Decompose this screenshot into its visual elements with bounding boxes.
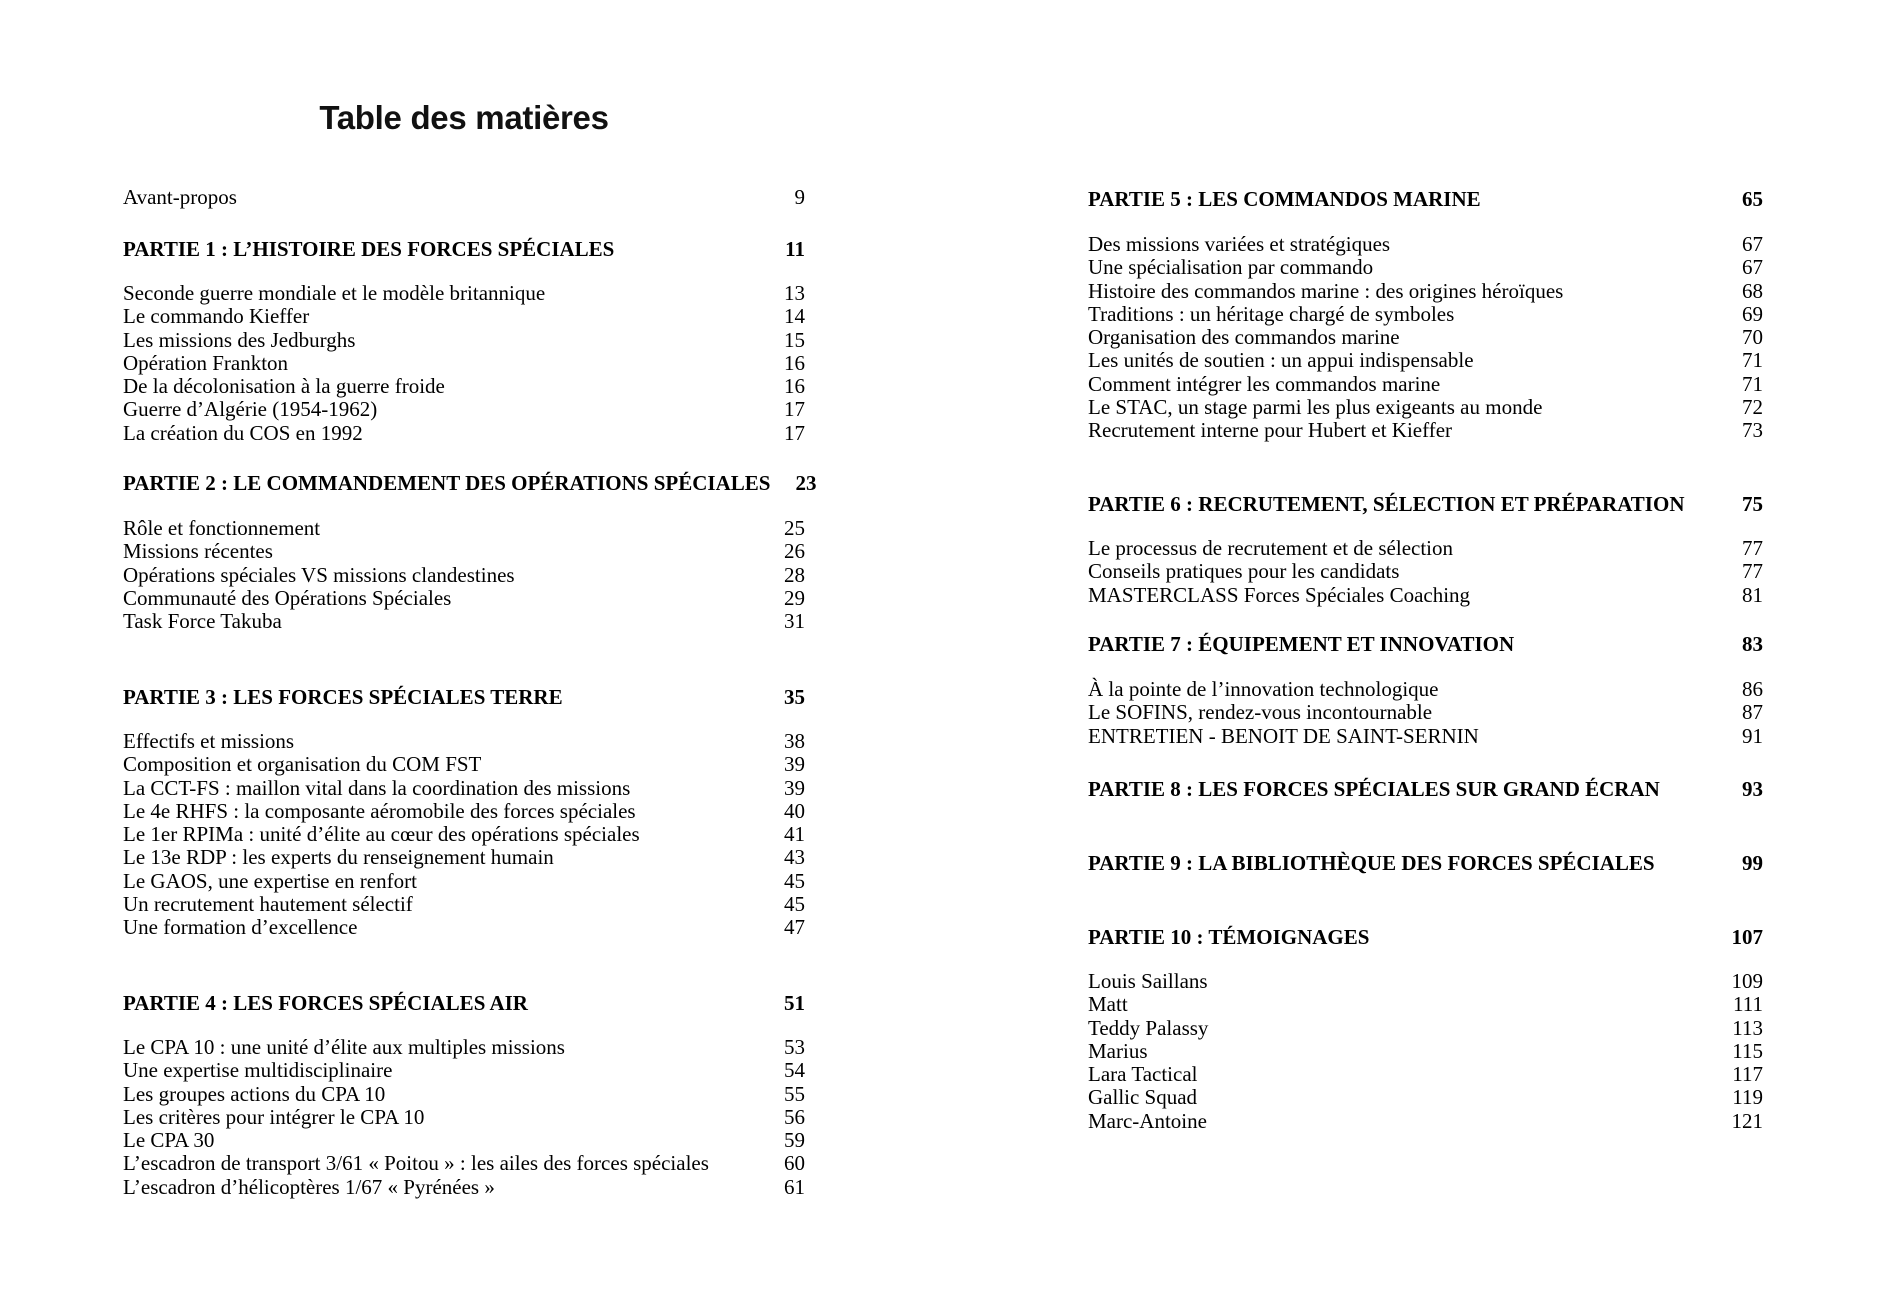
toc-entry	[123, 1152, 805, 1175]
toc-entry	[1088, 256, 1763, 279]
toc-entry	[1088, 396, 1763, 419]
toc-page-number: 38	[784, 729, 805, 753]
toc-entry-group	[1088, 233, 1763, 443]
toc-label: PARTIE 10 : TÉMOIGNAGES	[1088, 925, 1370, 949]
toc-label: Le CPA 30	[123, 1128, 215, 1153]
toc-entry-group	[123, 730, 805, 940]
toc-label: Louis Saillans	[1088, 969, 1208, 993]
toc-page-number: 67	[1742, 232, 1763, 256]
toc-page-number: 93	[1742, 777, 1763, 801]
toc-page-number: 29	[784, 585, 805, 610]
toc-entry	[123, 610, 805, 633]
toc-label: Matt	[1088, 992, 1128, 1017]
toc-entry	[1088, 419, 1763, 442]
toc-label: Lara Tactical	[1088, 1062, 1198, 1087]
toc-label: La CCT-FS : maillon vital dans la coordination des missions	[123, 775, 631, 800]
toc-page-number: 81	[1742, 582, 1763, 607]
toc-block	[123, 686, 805, 709]
toc-block	[123, 186, 805, 209]
toc-page-number: 39	[784, 775, 805, 800]
toc-page-number: 86	[1742, 677, 1763, 701]
toc-entry	[1088, 537, 1763, 560]
toc-label: Avant-propos	[123, 185, 237, 209]
toc-page-number: 16	[784, 350, 805, 375]
toc-label: Le CPA 10 : une unité d’élite aux multiples missions	[123, 1035, 565, 1059]
toc-heading	[1088, 926, 1763, 949]
toc-label: Conseils pratiques pour les candidats	[1088, 559, 1400, 584]
toc-page-number: 31	[784, 609, 805, 634]
toc-label: Le GAOS, une expertise en renfort	[123, 868, 417, 893]
toc-page-number: 17	[784, 397, 805, 422]
toc-entry	[123, 893, 805, 916]
toc-label: PARTIE 3 : LES FORCES SPÉCIALES TERRE	[123, 685, 563, 709]
toc-page-number: 119	[1732, 1085, 1763, 1110]
toc-page-number: 111	[1733, 992, 1763, 1017]
toc-entry	[123, 564, 805, 587]
toc-label: Le 13e RDP : les experts du renseignement humain	[123, 845, 554, 870]
toc-entry	[1088, 349, 1763, 372]
toc-page-number: 61	[784, 1174, 805, 1199]
toc-label: ENTRETIEN - BENOIT DE SAINT-SERNIN	[1088, 723, 1479, 748]
toc-entry	[123, 540, 805, 563]
toc-heading	[123, 992, 805, 1015]
toc-label: PARTIE 6 : RECRUTEMENT, SÉLECTION ET PRÉPARATION	[1088, 492, 1685, 516]
toc-page-number: 115	[1732, 1038, 1763, 1063]
toc-label: Gallic Squad	[1088, 1085, 1198, 1110]
toc-label: PARTIE 7 : ÉQUIPEMENT ET INNOVATION	[1088, 632, 1515, 656]
toc-entry	[123, 517, 805, 540]
toc-page-number: 25	[784, 516, 805, 540]
toc-heading	[1088, 633, 1763, 656]
toc-entry	[1088, 233, 1763, 256]
toc-page-number: 87	[1742, 700, 1763, 725]
toc-label: PARTIE 4 : LES FORCES SPÉCIALES AIR	[123, 991, 528, 1015]
toc-entry	[1088, 280, 1763, 303]
toc-page-number: 83	[1742, 632, 1763, 656]
toc-label: Task Force Takuba	[123, 609, 282, 634]
toc-page-number: 117	[1732, 1062, 1763, 1087]
toc-label: Des missions variées et stratégiques	[1088, 232, 1391, 256]
toc-label: Les missions des Jedburghs	[123, 327, 356, 352]
toc-label: Organisation des commandos marine	[1088, 325, 1400, 350]
toc-heading	[123, 471, 817, 495]
toc-label: Une formation d’excellence	[123, 915, 358, 940]
toc-page-number: 75	[1742, 492, 1763, 516]
toc-entry-group	[1088, 970, 1763, 1133]
toc-entry	[123, 352, 805, 375]
toc-page-number: 71	[1742, 348, 1763, 373]
toc-label: Les groupes actions du CPA 10	[123, 1081, 386, 1106]
toc-label: Seconde guerre mondiale et le modèle britannique	[123, 281, 546, 305]
toc-entry	[123, 1106, 805, 1129]
toc-page-number: 51	[784, 991, 805, 1015]
toc-label: Un recrutement hautement sélectif	[123, 892, 413, 917]
toc-block	[1088, 493, 1763, 516]
toc-entry-group	[123, 1036, 805, 1199]
toc-label: Missions récentes	[123, 539, 273, 564]
toc-label: PARTIE 2 : LE COMMANDEMENT DES OPÉRATIONS SPÉCIALES	[123, 471, 771, 495]
toc-label: PARTIE 5 : LES COMMANDOS MARINE	[1088, 187, 1481, 211]
toc-entry	[123, 186, 805, 209]
toc-label: Les unités de soutien : un appui indispensable	[1088, 348, 1474, 373]
toc-entry-group	[123, 517, 805, 633]
toc-entry	[1088, 970, 1763, 993]
toc-entry	[1088, 1017, 1763, 1040]
toc-block	[123, 992, 805, 1015]
toc-page-number: 9	[794, 185, 805, 209]
toc-label: La création du COS en 1992	[123, 420, 363, 445]
toc-entry	[1088, 560, 1763, 583]
toc-page-number: 56	[784, 1104, 805, 1129]
toc-page-number: 107	[1731, 925, 1763, 949]
toc-block	[1088, 188, 1763, 211]
toc-page-number: 60	[784, 1151, 805, 1176]
toc-entry-group	[123, 282, 805, 445]
toc-page-number: 65	[1742, 187, 1763, 211]
toc-label: L’escadron de transport 3/61 « Poitou » : les ailes des forces spéciales	[123, 1151, 709, 1176]
toc-entry	[123, 1176, 805, 1199]
toc-entry	[1088, 725, 1763, 748]
toc-entry	[1088, 1086, 1763, 1109]
toc-page-number: 28	[784, 562, 805, 587]
toc-label: MASTERCLASS Forces Spéciales Coaching	[1088, 582, 1471, 607]
toc-entry	[123, 800, 805, 823]
toc-label: Rôle et fonctionnement	[123, 516, 321, 540]
toc-page-number: 40	[784, 798, 805, 823]
toc-page-number: 55	[784, 1081, 805, 1106]
toc-page-number: 45	[784, 892, 805, 917]
toc-page-number: 73	[1742, 418, 1763, 443]
toc-entry	[123, 730, 805, 753]
toc-page-number: 11	[785, 237, 805, 261]
toc-label: Le SOFINS, rendez-vous incontournable	[1088, 700, 1433, 725]
toc-page-number: 17	[784, 420, 805, 445]
toc-entry	[123, 1059, 805, 1082]
toc-entry	[1088, 303, 1763, 326]
toc-page-number: 53	[784, 1035, 805, 1059]
toc-heading	[1088, 493, 1763, 516]
toc-entry	[1088, 678, 1763, 701]
toc-label: Traditions : un héritage chargé de symboles	[1088, 301, 1455, 326]
toc-page-number: 77	[1742, 536, 1763, 560]
toc-page-number: 45	[784, 868, 805, 893]
toc-page-number: 15	[784, 327, 805, 352]
toc-page-number: 13	[784, 281, 805, 305]
toc-page-number: 70	[1742, 325, 1763, 350]
toc-label: Recrutement interne pour Hubert et Kieffer	[1088, 418, 1453, 443]
toc-label: Comment intégrer les commandos marine	[1088, 371, 1441, 396]
toc-label: À la pointe de l’innovation technologique	[1088, 677, 1439, 701]
toc-heading	[1088, 778, 1763, 801]
toc-entry	[123, 587, 805, 610]
toc-page-number: 99	[1742, 851, 1763, 875]
toc-entry	[123, 846, 805, 869]
toc-label: Opérations spéciales VS missions clandestines	[123, 562, 515, 587]
toc-entry	[123, 777, 805, 800]
toc-page-number: 71	[1742, 371, 1763, 396]
toc-entry-group	[1088, 537, 1763, 607]
toc-column-right	[1088, 0, 1763, 1310]
toc-label: Une expertise multidisciplinaire	[123, 1058, 393, 1083]
toc-page-number: 39	[784, 752, 805, 777]
toc-entry	[1088, 373, 1763, 396]
toc-label: Marc-Antoine	[1088, 1108, 1207, 1133]
toc-heading	[123, 238, 805, 261]
toc-entry	[123, 329, 805, 352]
toc-block	[1088, 852, 1763, 875]
toc-label: L’escadron d’hélicoptères 1/67 « Pyrénées »	[123, 1174, 495, 1199]
toc-page-number: 68	[1742, 278, 1763, 303]
toc-page-number: 14	[784, 304, 805, 329]
toc-label: Le STAC, un stage parmi les plus exigeants au monde	[1088, 395, 1543, 420]
toc-heading	[1088, 852, 1763, 875]
toc-heading	[1088, 188, 1763, 211]
toc-page-number: 41	[784, 822, 805, 847]
toc-label: Effectifs et missions	[123, 729, 295, 753]
toc-block	[123, 471, 817, 495]
toc-page-number: 59	[784, 1128, 805, 1153]
toc-block	[1088, 926, 1763, 949]
toc-label: Le 1er RPIMa : unité d’élite au cœur des opérations spéciales	[123, 822, 640, 847]
toc-entry	[1088, 701, 1763, 724]
toc-label: Teddy Palassy	[1088, 1015, 1209, 1040]
toc-label: Composition et organisation du COM FST	[123, 752, 482, 777]
toc-entry	[1088, 584, 1763, 607]
toc-label: PARTIE 8 : LES FORCES SPÉCIALES SUR GRAND ÉCRAN	[1088, 777, 1660, 801]
toc-column-left	[123, 0, 817, 1310]
toc-page-number: 113	[1732, 1015, 1763, 1040]
toc-label: Les critères pour intégrer le CPA 10	[123, 1104, 425, 1129]
toc-entry	[123, 305, 805, 328]
toc-heading	[123, 686, 805, 709]
page-title: Table des matières	[319, 99, 609, 136]
toc-label: Le processus de recrutement et de sélection	[1088, 536, 1454, 560]
toc-entry	[123, 1129, 805, 1152]
toc-label: PARTIE 9 : LA BIBLIOTHÈQUE DES FORCES SPÉCIALES	[1088, 851, 1655, 875]
toc-entry	[123, 282, 805, 305]
toc-page-number: 35	[784, 685, 805, 709]
toc-entry	[1088, 326, 1763, 349]
toc-label: Communauté des Opérations Spéciales	[123, 585, 452, 610]
toc-block	[123, 238, 805, 261]
toc-block	[1088, 778, 1763, 801]
toc-page-number: 77	[1742, 559, 1763, 584]
toc-page-number: 23	[795, 471, 817, 495]
toc-label: Histoire des commandos marine : des origines héroïques	[1088, 278, 1564, 303]
toc-page-number: 54	[784, 1058, 805, 1083]
toc-label: De la décolonisation à la guerre froide	[123, 374, 445, 399]
toc-page-number: 26	[784, 539, 805, 564]
toc-entry	[1088, 1040, 1763, 1063]
toc-label: Une spécialisation par commando	[1088, 255, 1374, 280]
toc-entry	[123, 916, 805, 939]
toc-block	[1088, 633, 1763, 656]
toc-page-number: 91	[1742, 723, 1763, 748]
toc-entry	[123, 753, 805, 776]
toc-entry	[1088, 993, 1763, 1016]
toc-page-number: 16	[784, 374, 805, 399]
toc-entry	[1088, 1110, 1763, 1133]
toc-entry	[123, 870, 805, 893]
toc-entry	[123, 1036, 805, 1059]
toc-page-number: 109	[1731, 969, 1763, 993]
toc-label: Le commando Kieffer	[123, 304, 310, 329]
toc-entry	[123, 1083, 805, 1106]
toc-entry	[123, 398, 805, 421]
toc-label: Opération Frankton	[123, 350, 289, 375]
toc-page-number: 69	[1742, 301, 1763, 326]
toc-page-number: 72	[1742, 395, 1763, 420]
toc-entry	[1088, 1063, 1763, 1086]
toc-label: Guerre d’Algérie (1954-1962)	[123, 397, 378, 422]
toc-entry	[123, 823, 805, 846]
toc-page-number: 43	[784, 845, 805, 870]
toc-label: PARTIE 1 : L’HISTOIRE DES FORCES SPÉCIALES	[123, 237, 615, 261]
toc-entry	[123, 422, 805, 445]
toc-label: Marius	[1088, 1038, 1148, 1063]
toc-page-number: 121	[1731, 1108, 1763, 1133]
toc-label: Le 4e RHFS : la composante aéromobile des forces spéciales	[123, 798, 636, 823]
toc-page-number: 47	[784, 915, 805, 940]
toc-entry	[123, 375, 805, 398]
toc-entry-group	[1088, 678, 1763, 748]
toc-page-number: 67	[1742, 255, 1763, 280]
